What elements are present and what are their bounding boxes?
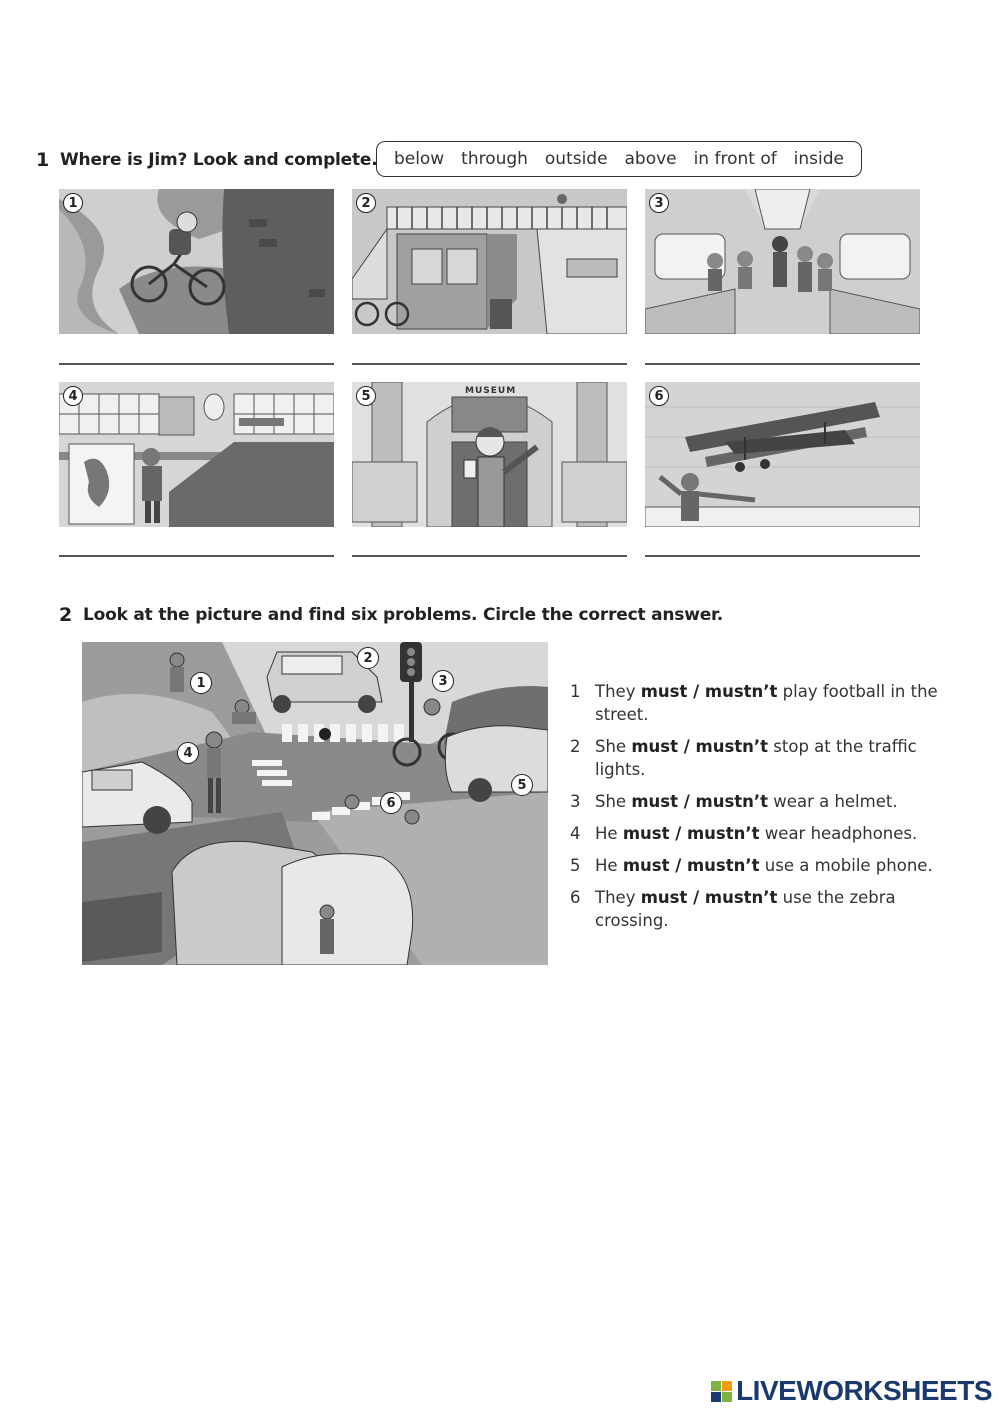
- word-outside: outside: [544, 149, 608, 169]
- option-separator: /: [669, 824, 687, 843]
- picture-1: [59, 189, 334, 334]
- answer-line-2[interactable]: [352, 363, 627, 365]
- picture-6-badge: 6: [649, 386, 669, 406]
- answer-line-5[interactable]: [352, 555, 627, 557]
- option-mustnt[interactable]: mustn’t: [686, 824, 760, 843]
- picture-6: [645, 382, 920, 527]
- option-mustnt[interactable]: mustn’t: [695, 737, 769, 756]
- question-number: 3: [570, 792, 581, 811]
- question-subject: She: [595, 792, 632, 811]
- question-rest: wear a helmet.: [768, 792, 898, 811]
- question-text: [595, 886, 950, 932]
- question-subject: He: [595, 856, 623, 875]
- answer-line-1[interactable]: [59, 363, 334, 365]
- question-text: [595, 680, 950, 726]
- scene-badge-3: 3: [432, 670, 454, 692]
- option-mustnt[interactable]: mustn’t: [704, 888, 778, 907]
- option-must[interactable]: must: [631, 737, 678, 756]
- question-subject: She: [595, 737, 632, 756]
- question-text: [595, 822, 917, 845]
- word-bank: [376, 141, 862, 177]
- picture-5-illustration: [352, 382, 627, 527]
- answer-line-4[interactable]: [59, 555, 334, 557]
- question-rest: stop at the traffic lights.: [595, 737, 917, 779]
- picture-1-illustration: [59, 189, 334, 334]
- question-1: [570, 680, 950, 726]
- street-scene-illustration: [82, 642, 548, 965]
- picture-2-badge: 2: [356, 193, 376, 213]
- question-text: [595, 854, 933, 877]
- picture-1-badge: 1: [63, 193, 83, 213]
- question-text: [595, 790, 898, 813]
- option-must[interactable]: must: [622, 856, 670, 875]
- museum-sign: MUSEUM: [465, 386, 517, 396]
- picture-5-badge: 5: [356, 386, 376, 406]
- word-inside: inside: [793, 149, 844, 169]
- picture-5: [352, 382, 627, 527]
- option-must[interactable]: must: [640, 888, 688, 907]
- liveworksheets-logo-text: LIVEWORKSHEETS: [736, 1375, 992, 1406]
- question-rest: play football in the street.: [595, 682, 938, 724]
- question-subject: They: [595, 888, 641, 907]
- option-mustnt[interactable]: mustn’t: [695, 792, 769, 811]
- question-text: [595, 735, 950, 781]
- scene-badge-4: 4: [177, 742, 199, 764]
- scene-badge-1: 1: [190, 672, 212, 694]
- question-3: [570, 790, 950, 813]
- picture-4-illustration: [59, 382, 334, 527]
- picture-3: [645, 189, 920, 334]
- option-mustnt[interactable]: mustn’t: [686, 856, 760, 875]
- picture-3-badge: 3: [649, 193, 669, 213]
- liveworksheets-logo[interactable]: [711, 1375, 992, 1407]
- question-subject: He: [595, 824, 623, 843]
- word-below: below: [393, 149, 445, 169]
- picture-2: [352, 189, 627, 334]
- word-through: through: [461, 149, 528, 169]
- picture-2-illustration: [352, 189, 627, 334]
- picture-4-badge: 4: [63, 386, 83, 406]
- question-subject: They: [595, 682, 641, 701]
- question-rest: use the zebra crossing.: [595, 888, 896, 930]
- question-number: 4: [570, 824, 581, 843]
- word-above: above: [624, 149, 677, 169]
- question-number: 1: [570, 682, 581, 701]
- exercise-2-number: 2: [59, 604, 73, 626]
- question-number: 2: [570, 737, 581, 756]
- option-separator: /: [677, 792, 696, 811]
- scene-badge-2: 2: [357, 647, 379, 669]
- question-4: [570, 822, 950, 845]
- word-in-front-of: in front of: [693, 149, 777, 169]
- answer-line-6[interactable]: [645, 555, 920, 557]
- option-separator: /: [669, 856, 687, 875]
- option-separator: /: [687, 888, 705, 907]
- option-separator: /: [677, 737, 696, 756]
- option-separator: /: [687, 682, 705, 701]
- question-rest: use a mobile phone.: [759, 856, 933, 875]
- scene-badge-6: 6: [380, 792, 402, 814]
- option-mustnt[interactable]: mustn’t: [704, 682, 778, 701]
- scene-badge-5: 5: [511, 774, 533, 796]
- question-number: 5: [570, 856, 581, 875]
- question-2: [570, 735, 950, 781]
- exercise-2-title: Look at the picture and find six problems. Circle the correct answer.: [83, 605, 724, 625]
- question-rest: wear headphones.: [759, 824, 918, 843]
- question-list: [570, 680, 950, 941]
- picture-3-illustration: [645, 189, 920, 334]
- option-must[interactable]: must: [640, 682, 688, 701]
- exercise-1-number: 1: [36, 149, 50, 171]
- street-scene: [82, 642, 548, 965]
- answer-line-3[interactable]: [645, 363, 920, 365]
- option-must[interactable]: must: [622, 824, 670, 843]
- exercise-1-title: Where is Jim? Look and complete.: [60, 150, 378, 170]
- picture-4: [59, 382, 334, 527]
- liveworksheets-logo-icon: [711, 1379, 733, 1403]
- picture-6-illustration: [645, 382, 920, 527]
- question-6: [570, 886, 950, 932]
- question-5: [570, 854, 950, 877]
- option-must[interactable]: must: [631, 792, 678, 811]
- question-number: 6: [570, 888, 581, 907]
